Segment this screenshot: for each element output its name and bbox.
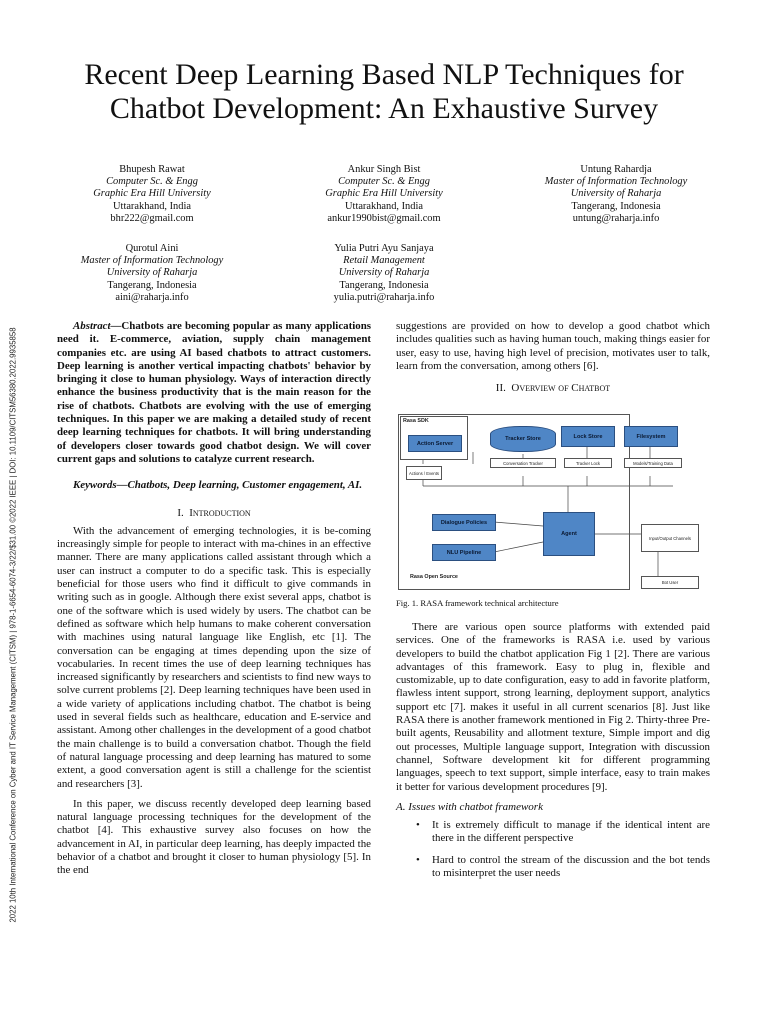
models-training-data-node: Models/Training Data [624,458,682,468]
bot-user-node: Bot User [641,576,699,589]
author-block [516,164,716,225]
right-column-top [396,320,710,395]
author-location: Tangerang, Indonesia [107,279,197,291]
author-dept: Master of Information Technology [544,176,688,188]
conference-doi-text: 2022 10th International Conference on Cyber and IT Service Management (CITSM) | 978-1-6654-6074-3/22/$31.00 ©2022 IEEE | DOI: 10.1109/CITSM56380.2022.9935858 [8,327,18,923]
author-institution: University of Raharja [106,267,198,279]
author-block [52,164,252,225]
conversation-tracker-node: Conversation Tracker [490,458,556,468]
abstract: Abstract—Chatbots are becoming popular as many applications need it. E-commerce, aviation, supply chain management companies etc. are using AI based chatbots to attract customers. Deep learning is another vertical impacting chatbots' behavior by bringing it close to human physiology. Ways of interaction directly enhance the business productivity that is the main reason for the rise of chatbots. Chatbots are evolving with the use of emerging techniques. In this paper we are making a detailed study of recent deep learning techniques for chatbots. It will bring understanding of developers closer towards good chatbot design. We will cover current gaps and solutions to catalyze current research. [57,320,371,465]
author-name: Bhupesh Rawat [119,164,185,175]
keywords: Keywords—Chatbots, Deep learning, Customer engagement, AI. [73,479,363,492]
author-name: Ankur Singh Bist [347,164,421,175]
author-name: Untung Rahardja [580,164,652,175]
title-line-1: Recent Deep Learning Based NLP Techniques for [84,58,684,91]
dialogue-policies-node: Dialogue Policies [432,514,496,531]
author-email[interactable]: yulia.putri@raharja.info [333,291,435,303]
bullet-icon: • [416,819,420,832]
author-dept: Computer Sc. & Engg [106,176,198,188]
rasa-sdk-label: Rasa SDK [403,418,429,424]
rasa-open-source-label: Rasa Open Source [410,574,458,580]
author-email[interactable]: aini@raharja.info [115,291,189,303]
author-location: Uttarakhand, India [113,200,191,212]
abstract-text: Chatbots are becoming popular as many applications need it. E-commerce, aviation, supply chain management companies etc. are using AI based chatbots to attract customers. Deep learning is another vertical impacting chatbots' behavior by bringing it close to human physiology. Ways of interaction directly enhance the business productivity that is the main reason for the rise of chatbots. Chatbots are evolving with the use of emerging techniques. In this paper we are making a detailed study of recent deep learning techniques for chatbots. It will bring understanding of developers closer towards good chatbot design. We will cover current gaps and solutions to catalyze current research. [57,320,371,465]
intro-paragraph-2: In this paper, we discuss recently developed deep learning based natural language processing techniques for the development of the chatbot [4]. This exhaustive survey also focuses on how the advancement in AI, in particular deep learning, has deeply impacted the behavior of a chatbot and brought it closer to human physiology [5]. In the end [57,797,371,877]
filesystem-node: Filesystem [624,426,678,447]
author-institution: Graphic Era Hill University [325,188,443,200]
author-location: Tangerang, Indonesia [571,200,661,212]
author-name: Qurotul Aini [125,243,179,254]
actions-events-node: Actions / Events [406,466,442,480]
author-institution: University of Raharja [570,188,662,200]
keywords-label: Keywords [73,479,117,492]
conference-sidebar [2,275,24,975]
overview-paragraph-1: There are various open source platforms with extended paid services. One of the frameworks is RASA i.e. used by various developers to build the chatbot application Fig 1 [2]. There are various advantages of this framework. Easy to plug in, flexible and customizable, up to date configuration, easy to add in favorite platform, flawless intent support, strong learning, deployment support, analytics support etc [7]. makes it useful in all current scenarios [8]. Just like RASA there is another framework mentioned in Fig 2. Thirty-three Pre-built agents, Reusability and allotment texture, Simple import and dig out processes, Multiple language support, Integration with discussion channel, Software development kit for different programming languages, speech to text support, simple interface, easy to train makes it better for various development procedures [9]. [396,621,710,793]
author-institution: University of Raharja [338,267,430,279]
agent-node: Agent [543,512,595,556]
author-dept: Master of Information Technology [80,255,224,267]
author-name: Yulia Putri Ayu Sanjaya [334,243,434,254]
subsection-heading-issues: A. Issues with chatbot framework [396,800,543,813]
tracker-lock-node: Tracker Lock [564,458,612,468]
author-block [284,164,484,225]
author-location: Tangerang, Indonesia [339,279,429,291]
nlu-pipeline-node: NLU Pipeline [432,544,496,561]
author-dept: Computer Sc. & Engg [338,176,430,188]
author-block [284,243,484,304]
paper-title [40,58,728,126]
lock-store-node: Lock Store [561,426,615,447]
author-email[interactable]: untung@raharja.info [572,212,660,224]
rasa-architecture-figure [398,414,710,592]
abstract-label: Abstract [73,320,111,332]
tracker-store-node: Tracker Store [490,426,556,452]
intro-paragraph-2-continued: suggestions are provided on how to develop a good chatbot which includes qualities such as having human touch, making things easier for user, easy to use, having high level of precision, motivates user to talk, learn from the conversation, among others [6]. [396,320,710,372]
right-column-bottom [396,621,710,880]
author-email[interactable]: ankur1990bist@gmail.com [327,212,441,224]
author-email[interactable]: bhr222@gmail.com [110,212,194,224]
author-institution: Graphic Era Hill University [93,188,211,200]
author-location: Uttarakhand, India [345,200,423,212]
author-block [52,243,252,304]
list-item: • It is extremely difficult to manage if the identical intent are there in the different perspective [416,819,710,845]
section-heading-introduction: I. Introduction [177,506,251,519]
issues-list [396,819,710,880]
bullet-icon: • [416,853,420,866]
title-line-2: Chatbot Development: An Exhaustive Survey [109,92,659,125]
keywords-text: Chatbots, Deep learning, Customer engagement, AI. [127,479,363,492]
section-heading-overview: II. Overview of Chatbot [495,382,611,395]
left-column [57,320,371,878]
list-item: • Hard to control the stream of the discussion and the bot tends to misinterpret the user needs [416,853,710,880]
figure-1-caption: Fig. 1. RASA framework technical architecture [396,598,559,608]
intro-paragraph-1: With the advancement of emerging technologies, it is be-coming increasingly simple for people to interact with ma-chines in an effective manner. There are many applications called assistant through which a user can instruct a computer to do a specific task. This is especially beneficial for those users who find it difficult to give commands in writing such as in google. Although there exist several apps, chatbot is one of the software which is used widely by users. The chatbot can be defined as software which help humans to make coherent conversation with machines using natural language like English, etc [1]. The conversation can be engaging at times depending upon the size of vocabularies. In recent times the use of deep learning techniques has increased significantly by researchers and scientists to find new ways to solve current problems [2]. Deep learning techniques have been used in a wide variety of applications including chatbot. The chatbot is being used in several fields such as healthcare, education and E-service and assistant. Among other challenges in the development of a good chatbot the main challenge is to build a conversation chatbot. Though the field of natural language processing and deep learning has matured to some extent, a good conversation agent is still a challenge for the scientist and researchers [3]. [57,524,371,790]
author-dept: Retail Management [343,255,425,267]
action-server-node: Action Server [408,435,462,452]
input-output-channels-node: Input/Output Channels [641,524,699,552]
